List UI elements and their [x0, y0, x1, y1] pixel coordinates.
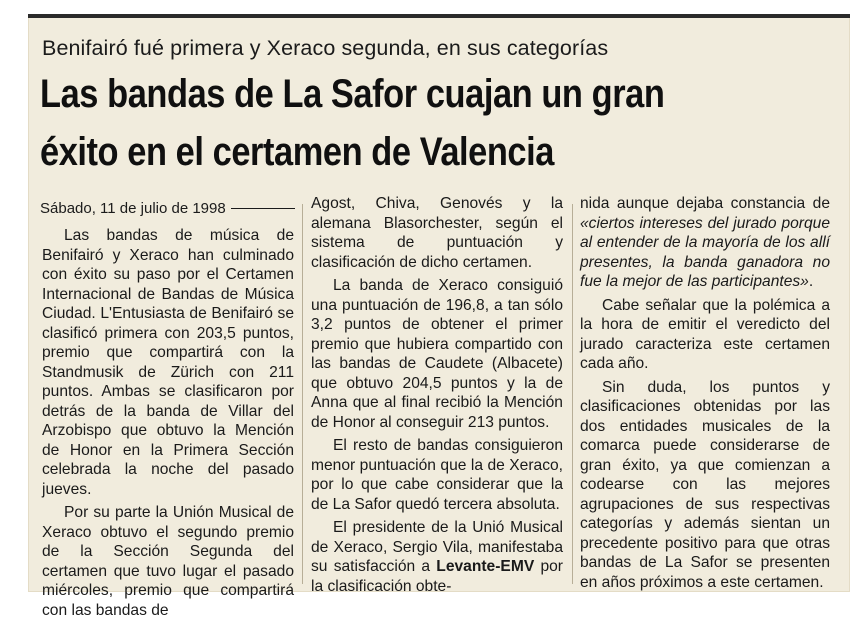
paragraph: El resto de bandas consiguieron menor puntuación que la de Xeraco, por lo que cabe considerar que la de La Safor quedó tercera absoluta. — [311, 437, 563, 513]
subheadline: Benifairó fué primera y Xeraco segunda, en sus categorías — [42, 36, 609, 60]
quote: «ciertos intereses del jurado porque al entender de la mayoría de los allí presentes, la banda ganadora no fue la mejor de las participantes» — [580, 214, 830, 290]
top-rule — [28, 14, 850, 18]
article-column-3 — [580, 194, 830, 596]
column-divider — [572, 204, 573, 584]
paragraph: Las bandas de música de Benifairó y Xeraco han culminado con éxito su paso por el Certamen Internacional de Bandas de Música Ciudad. L'Entusiasta de Benifairó se clasificó primera con 203,5 puntos, premio que compartirá con la Standmusik de Zürich con 211 puntos. Ambas se clasificaron por detrás de la banda de Villar del Arzobispo que obtuvo la Mención de Honor en la Primera Sección celebrada la noche del pasado jueves. — [42, 227, 294, 498]
column-divider — [302, 204, 303, 584]
newspaper-name: Levante-EMV — [436, 558, 535, 575]
headline-line-1: Las bandas de La Safor cuajan un gran — [40, 72, 665, 116]
text-run: nida aunque dejaba constancia de — [580, 195, 830, 212]
text-run: . — [808, 273, 814, 290]
dateline-text: Sábado, 11 de julio de 1998 — [40, 200, 226, 217]
text-run: por la clasificación obte- — [311, 558, 563, 595]
paragraph: Agost, Chiva, Genovés y la alemana Blasorchester, según el sistema de puntuación y clasificación de dicho certamen. — [311, 195, 563, 271]
paragraph: Por su parte la Unión Musical de Xeraco obtuvo el segundo premio de la Sección Segunda del certamen que tuvo lugar el pasado miércoles, premio que compartirá con las bandas de — [42, 504, 294, 619]
dateline-rule — [231, 208, 295, 209]
dateline — [40, 200, 295, 217]
paragraph: Sin duda, los puntos y clasificaciones obtenidas por las dos entidades musicales de la comarca puede considerarse de gran éxito, ya que comienzan a codearse con las mejores agrupaciones de sus respectivas categorías y además sientan un precedente positivo para que otras bandas de La Safor se presenten en años próximos a este certamen. — [580, 378, 830, 591]
article-column-2 — [311, 194, 563, 600]
newspaper-clipping — [28, 14, 850, 619]
paragraph — [580, 194, 830, 292]
paragraph — [311, 518, 563, 596]
text-run: El presidente de la Unió Musical de Xeraco, Sergio Vila, manifestaba su satisfacción a — [311, 519, 563, 575]
paragraph: Cabe señalar que la polémica a la hora de emitir el veredicto del jurado caracteriza este certamen cada año. — [580, 296, 830, 372]
paragraph: La banda de Xeraco consiguió una puntuación de 196,8, a tan sólo 3,2 puntos de obtener el primer premio que hubiera compartido con las bandas de Caudete (Albacete) que obtuvo 204,5 puntos y la de Anna que al final recibió la Mención de Honor al conseguir 213 puntos. — [311, 277, 563, 431]
article-column-1 — [42, 226, 294, 624]
headline-line-2: éxito en el certamen de Valencia — [40, 130, 554, 174]
